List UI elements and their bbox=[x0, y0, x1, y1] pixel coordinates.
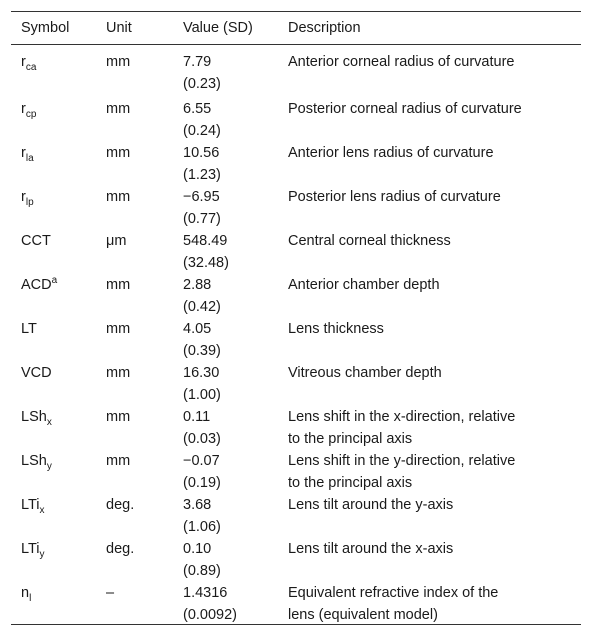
parameter-table bbox=[11, 11, 581, 625]
symbol-cell bbox=[21, 538, 103, 560]
unit-cell: deg. bbox=[106, 497, 135, 513]
table-row bbox=[11, 95, 581, 139]
symbol-cell bbox=[21, 494, 103, 516]
description-line: lens (equivalent model) bbox=[288, 607, 438, 623]
mean-value: 0.10 bbox=[183, 541, 212, 557]
table-row bbox=[11, 359, 581, 403]
symbol-text: LTi bbox=[21, 541, 40, 557]
mean-value: −6.95 bbox=[183, 189, 220, 205]
description-line: Equivalent refractive index of the bbox=[288, 585, 499, 601]
symbol-text: ACD bbox=[21, 277, 52, 293]
mean-value: 7.79 bbox=[183, 54, 212, 70]
unit-cell: mm bbox=[106, 145, 131, 161]
value-cell bbox=[183, 142, 283, 186]
description-cell bbox=[288, 142, 576, 164]
mean-value: 548.49 bbox=[183, 233, 228, 249]
table-row bbox=[11, 45, 581, 95]
table-row bbox=[11, 139, 581, 183]
description-line: Vitreous chamber depth bbox=[288, 365, 442, 381]
sd-value: (0.77) bbox=[183, 211, 221, 227]
value-cell bbox=[183, 538, 283, 582]
symbol-cell bbox=[21, 450, 103, 472]
sd-value: (0.89) bbox=[183, 563, 221, 579]
unit-cell: – bbox=[106, 585, 115, 601]
sd-value: (32.48) bbox=[183, 255, 229, 271]
value-cell bbox=[183, 98, 283, 142]
description-line: to the principal axis bbox=[288, 431, 413, 447]
sd-value: (0.0092) bbox=[183, 607, 238, 623]
mean-value: 4.05 bbox=[183, 321, 212, 337]
description-line: Central corneal thickness bbox=[288, 233, 451, 249]
value-cell bbox=[183, 450, 283, 494]
table-row bbox=[11, 271, 581, 315]
symbol-text: CCT bbox=[21, 233, 51, 249]
header-description: Description bbox=[288, 20, 361, 36]
symbol-cell bbox=[21, 51, 103, 73]
mean-value: 16.30 bbox=[183, 365, 220, 381]
sd-value: (1.00) bbox=[183, 387, 221, 403]
value-cell bbox=[183, 494, 283, 538]
unit-cell: mm bbox=[106, 453, 131, 469]
symbol-subscript: l bbox=[29, 593, 32, 604]
table-body bbox=[11, 45, 581, 624]
description-cell bbox=[288, 450, 576, 494]
symbol-superscript: a bbox=[51, 275, 58, 286]
description-line: Lens tilt around the y-axis bbox=[288, 497, 454, 513]
description-cell bbox=[288, 538, 576, 560]
symbol-cell bbox=[21, 98, 103, 120]
symbol-text: n bbox=[21, 585, 30, 601]
value-cell bbox=[183, 362, 283, 406]
description-cell bbox=[288, 318, 576, 340]
symbol-cell bbox=[21, 186, 103, 208]
sd-value: (1.23) bbox=[183, 167, 221, 183]
value-cell bbox=[183, 230, 283, 274]
header-value: Value (SD) bbox=[183, 20, 253, 36]
value-cell bbox=[183, 51, 283, 95]
value-cell bbox=[183, 406, 283, 450]
unit-cell: mm bbox=[106, 365, 131, 381]
sd-value: (1.06) bbox=[183, 519, 221, 535]
unit-cell: mm bbox=[106, 101, 131, 117]
sd-value: (0.42) bbox=[183, 299, 221, 315]
table-row bbox=[11, 315, 581, 359]
mean-value: 3.68 bbox=[183, 497, 212, 513]
description-line: Anterior corneal radius of curvature bbox=[288, 54, 515, 70]
unit-cell: mm bbox=[106, 54, 131, 70]
symbol-text: r bbox=[21, 54, 26, 70]
symbol-text: LSh bbox=[21, 453, 47, 469]
table-header bbox=[11, 12, 581, 45]
symbol-subscript: ca bbox=[25, 62, 37, 73]
description-line: Lens thickness bbox=[288, 321, 384, 337]
symbol-subscript: x bbox=[39, 505, 45, 516]
table-row bbox=[11, 579, 581, 624]
description-line: Posterior corneal radius of curvature bbox=[288, 101, 522, 117]
header-symbol: Symbol bbox=[21, 20, 70, 36]
sd-value: (0.23) bbox=[183, 76, 221, 92]
mean-value: −0.07 bbox=[183, 453, 220, 469]
symbol-text: r bbox=[21, 145, 26, 161]
table-row bbox=[11, 227, 581, 271]
symbol-subscript: x bbox=[46, 417, 52, 428]
mean-value: 10.56 bbox=[183, 145, 220, 161]
description-cell bbox=[288, 186, 576, 208]
table-row bbox=[11, 491, 581, 535]
table-row bbox=[11, 535, 581, 579]
symbol-cell bbox=[21, 362, 103, 384]
symbol-cell bbox=[21, 142, 103, 164]
description-line: Anterior chamber depth bbox=[288, 277, 440, 293]
symbol-text: LSh bbox=[21, 409, 47, 425]
unit-cell: mm bbox=[106, 321, 131, 337]
header-unit: Unit bbox=[106, 20, 132, 36]
mean-value: 1.4316 bbox=[183, 585, 228, 601]
symbol-text: VCD bbox=[21, 365, 52, 381]
unit-cell: mm bbox=[106, 189, 131, 205]
value-cell bbox=[183, 582, 283, 626]
mean-value: 6.55 bbox=[183, 101, 212, 117]
description-line: Lens tilt around the x-axis bbox=[288, 541, 454, 557]
symbol-text: LTi bbox=[21, 497, 40, 513]
symbol-subscript: y bbox=[39, 549, 45, 560]
symbol-cell bbox=[21, 582, 103, 604]
symbol-subscript: cp bbox=[25, 109, 37, 120]
description-cell bbox=[288, 51, 576, 73]
description-cell bbox=[288, 274, 576, 296]
sd-value: (0.39) bbox=[183, 343, 221, 359]
description-line: Anterior lens radius of curvature bbox=[288, 145, 494, 161]
table-row bbox=[11, 447, 581, 491]
table-row bbox=[11, 403, 581, 447]
description-cell bbox=[288, 406, 576, 450]
unit-cell: deg. bbox=[106, 541, 135, 557]
description-cell bbox=[288, 362, 576, 384]
unit-cell: mm bbox=[106, 277, 131, 293]
description-line: to the principal axis bbox=[288, 475, 413, 491]
mean-value: 0.11 bbox=[183, 409, 211, 425]
description-cell bbox=[288, 494, 576, 516]
description-cell bbox=[288, 98, 576, 120]
symbol-subscript: lp bbox=[25, 197, 34, 208]
sd-value: (0.03) bbox=[183, 431, 221, 447]
symbol-cell bbox=[21, 406, 103, 428]
value-cell bbox=[183, 274, 283, 318]
sd-value: (0.19) bbox=[183, 475, 221, 491]
table-row bbox=[11, 183, 581, 227]
symbol-text: r bbox=[21, 189, 26, 205]
description-line: Lens shift in the x-direction, relative bbox=[288, 409, 516, 425]
symbol-cell bbox=[21, 230, 103, 252]
symbol-cell bbox=[21, 318, 103, 340]
description-line: Posterior lens radius of curvature bbox=[288, 189, 501, 205]
value-cell bbox=[183, 318, 283, 362]
description-line: Lens shift in the y-direction, relative bbox=[288, 453, 516, 469]
mean-value: 2.88 bbox=[183, 277, 212, 293]
unit-cell: μm bbox=[106, 233, 127, 249]
unit-cell: mm bbox=[106, 409, 131, 425]
symbol-text: r bbox=[21, 101, 26, 117]
description-cell bbox=[288, 230, 576, 252]
symbol-subscript: la bbox=[25, 153, 34, 164]
description-cell bbox=[288, 582, 576, 626]
symbol-text: LT bbox=[21, 321, 37, 337]
symbol-cell bbox=[21, 274, 103, 296]
value-cell bbox=[183, 186, 283, 230]
sd-value: (0.24) bbox=[183, 123, 221, 139]
symbol-subscript: y bbox=[46, 461, 52, 472]
